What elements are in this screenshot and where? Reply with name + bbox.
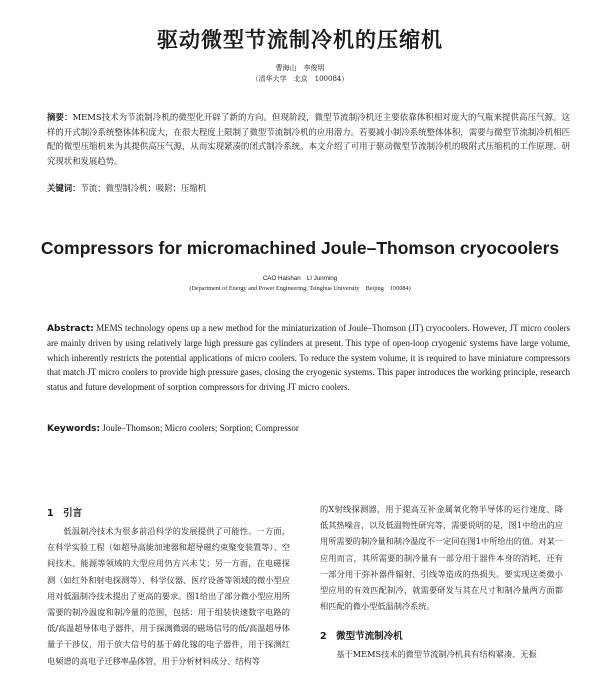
- chinese-abstract: [47, 110, 570, 168]
- english-abstract-text: MEMS technology opens up a new method for the miniaturization of Joule–Thomson (JT) cryocoolers. However, JT micro coolers are mainly driven by using relatively large high pressure gas cylinders at present. This type of open-loop cryogenic systems have large volume, which inherently restricts the potential applications of micro coolers. To reduce the system volume, it is required to have miniature compressors that match JT micro coolers to provide high pressure gases, closing the cryogenic systems. This paper introduces the working principle, research status and future development of sorption compressors for driving JT micro coolers.: [47, 323, 570, 392]
- body-right-column: [320, 501, 563, 663]
- section-2-heading: 2 微型节流制冷机: [320, 631, 403, 643]
- chinese-keywords-text: 节流；微型制冷机；吸附；压缩机: [80, 183, 207, 193]
- chinese-abstract-text: MEMS技术为节流制冷机的微型化开辟了新的方向。但现阶段，微型节流制冷机还主要依靠体积相对庞大的气瓶来提供高压气源。这样的开式制冷系统整体体积庞大，在很大程度上限制了微型节流制冷机的应用潜力。若要减小制冷系统整体体积，需要与微型节流制冷机相匹配的微型压缩机来为其提供高压气源，从而实现紧凑的闭式制冷系统。本文介绍了可用于驱动微型节流制冷机的吸附式压缩机的工作原理、研究现状和发展趋势。: [47, 112, 571, 166]
- english-abstract: [47, 321, 570, 394]
- chinese-affiliation: （清华大学 北京 100084）: [251, 75, 349, 83]
- chinese-keywords: [47, 181, 570, 195]
- body-left-column: [47, 505, 290, 669]
- section-1-paragraph: 低温制冷技术为很多前沿科学的发展提供了可能性。一方面，在科学实验工程（如超导高能加速器和超导磁约束聚变装置等）、空间技术、能源等领域的大型应用仍方兴未艾；另一方面，在电磁探测（如红外和射电探测等）、科学仪器、医疗设备等领域的微小型应用对低温制冷技术提出了更高的要求。图1给出了部分微小型应用所需要的制冷温度和制冷量的范围，包括：用于组装快速数字电路的低/高温超导体电子器件，用于探测微弱的磁场信号的低/高温超导体量子干涉仪，用于放大信号的基于碲化镓的电子器件，用于探测红电频谱的高电子迁移率晶体管，用于分析材料成分、结构等: [47, 526, 290, 666]
- english-title: Compressors for micromachined Joule–Thomson cryocoolers: [40, 238, 560, 258]
- chinese-keywords-label: 关键词：: [47, 183, 81, 193]
- chinese-authors: 曹海山 李俊明: [275, 64, 325, 72]
- right-column-paragraph: 的X射线探测器，用于提高互补金属氧化物半导体的运行速度、降低其热噪音，以及低温物性研究等，需要说明的是，图1中给出的应用所需要的制冷量和制冷温度不一定同在图1中所给出的值。对某一应用而言，其所需要的制冷量有一部分用于器件本身的消耗，还有一部分用于弥补器件辐射、引线等造成的热损失。要实现这类微小型应用的有效匹配制冷，就需要研发与其在尺寸和制冷量两方面都相匹配的微小型低温制冷系统。: [320, 504, 563, 612]
- english-abstract-label: Abstract:: [47, 324, 94, 334]
- english-affiliation: (Department of Energy and Power Engineering, Tsinghua University Beijing 100084): [189, 285, 411, 292]
- section-2-paragraph: 基于MEMS技术的微型节流制冷机具有结构紧凑、无振: [336, 649, 537, 660]
- english-keywords-text: Joule–Thomson; Micro coolers; Sorption; Compressor: [100, 423, 299, 433]
- chinese-title: 驱动微型节流制冷机的压缩机: [157, 28, 443, 52]
- english-keywords: [47, 421, 570, 436]
- chinese-abstract-label: 摘要：: [47, 112, 73, 122]
- english-keywords-label: Keywords:: [47, 424, 101, 434]
- english-authors: CAO Haishan LI Junming: [262, 275, 338, 282]
- section-1-heading: 1 引言: [47, 508, 83, 519]
